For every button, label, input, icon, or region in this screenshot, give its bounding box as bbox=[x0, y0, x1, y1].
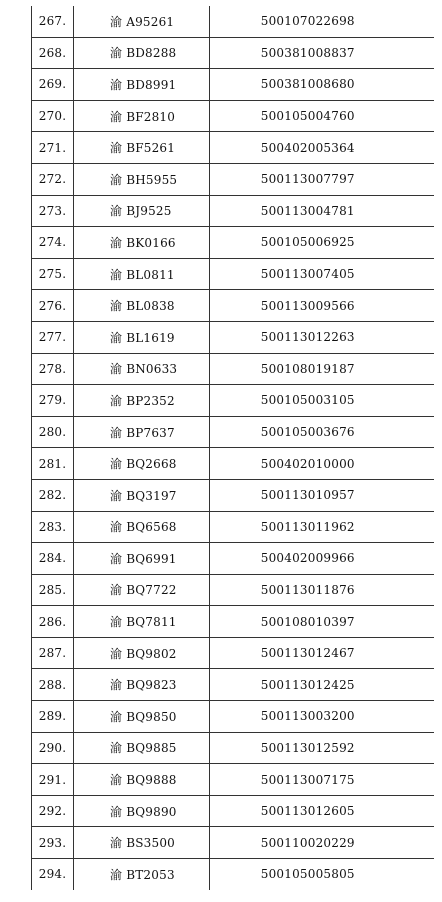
row-index: 270. bbox=[32, 100, 74, 132]
registration-code-cell bbox=[210, 195, 434, 227]
plate-number: 渝 BQ7722 bbox=[74, 574, 210, 606]
table-row bbox=[32, 321, 434, 353]
table-row bbox=[32, 448, 434, 480]
registration-code: 500402010000 bbox=[260, 456, 355, 471]
registration-code-cell bbox=[210, 606, 434, 638]
registration-code-cell bbox=[210, 416, 434, 448]
row-index: 288. bbox=[32, 669, 74, 701]
registration-code: 500113009566 bbox=[260, 298, 355, 313]
row-index: 280. bbox=[32, 416, 74, 448]
row-index: 284. bbox=[32, 543, 74, 575]
plate-number: 渝 BD8991 bbox=[74, 69, 210, 101]
registration-code: 500110020229 bbox=[260, 835, 355, 850]
registration-code-cell bbox=[210, 732, 434, 764]
table-row bbox=[32, 574, 434, 606]
registration-code-cell bbox=[210, 258, 434, 290]
plate-number: 渝 BQ9802 bbox=[74, 637, 210, 669]
plate-number: 渝 BP7637 bbox=[74, 416, 210, 448]
registration-code-cell bbox=[210, 479, 434, 511]
registration-code-cell bbox=[210, 227, 434, 259]
table-row bbox=[32, 227, 434, 259]
row-index: 282. bbox=[32, 479, 74, 511]
registration-code-cell bbox=[210, 6, 434, 37]
registration-code-cell bbox=[210, 669, 434, 701]
plate-number: 渝 BN0633 bbox=[74, 353, 210, 385]
registration-code-cell bbox=[210, 132, 434, 164]
registration-code: 500113012592 bbox=[260, 740, 355, 755]
registration-code-cell bbox=[210, 69, 434, 101]
plate-number: 渝 BH5955 bbox=[74, 163, 210, 195]
plate-number: 渝 BQ3197 bbox=[74, 479, 210, 511]
row-index: 294. bbox=[32, 859, 74, 890]
row-index: 276. bbox=[32, 290, 74, 322]
registration-code: 500113004781 bbox=[260, 203, 355, 218]
registration-code-cell bbox=[210, 321, 434, 353]
registration-code-cell bbox=[210, 353, 434, 385]
plate-number: 渝 BP2352 bbox=[74, 385, 210, 417]
row-index: 279. bbox=[32, 385, 74, 417]
registration-code: 500113012467 bbox=[260, 646, 355, 661]
registration-code: 500105005805 bbox=[260, 867, 355, 882]
registration-code: 500381008680 bbox=[260, 77, 355, 92]
registration-code: 500107022698 bbox=[260, 14, 355, 29]
registration-code-cell bbox=[210, 448, 434, 480]
registration-code: 500113012605 bbox=[260, 804, 355, 819]
registration-code-cell bbox=[210, 163, 434, 195]
registration-code-cell bbox=[210, 637, 434, 669]
registration-code-cell bbox=[210, 574, 434, 606]
row-index: 293. bbox=[32, 827, 74, 859]
table-row bbox=[32, 290, 434, 322]
plate-number: 渝 BQ2668 bbox=[74, 448, 210, 480]
table-row bbox=[32, 353, 434, 385]
table-row bbox=[32, 6, 434, 37]
registration-code-cell bbox=[210, 543, 434, 575]
plate-number: 渝 BQ9890 bbox=[74, 795, 210, 827]
table-row bbox=[32, 795, 434, 827]
table-row bbox=[32, 732, 434, 764]
plate-number: 渝 BD8288 bbox=[74, 37, 210, 69]
plate-number: 渝 BQ9885 bbox=[74, 732, 210, 764]
registration-code-cell bbox=[210, 100, 434, 132]
table-row bbox=[32, 163, 434, 195]
vehicle-plate-table-body bbox=[32, 6, 434, 890]
registration-code: 500108010397 bbox=[260, 614, 355, 629]
plate-number: 渝 BQ6991 bbox=[74, 543, 210, 575]
registration-code-cell bbox=[210, 385, 434, 417]
registration-code: 500105004760 bbox=[260, 109, 355, 124]
plate-number: 渝 BK0166 bbox=[74, 227, 210, 259]
vehicle-plate-table bbox=[31, 6, 434, 890]
plate-number: 渝 BF5261 bbox=[74, 132, 210, 164]
registration-code: 500113011962 bbox=[260, 519, 355, 534]
registration-code-cell bbox=[210, 795, 434, 827]
registration-code-cell bbox=[210, 511, 434, 543]
row-index: 277. bbox=[32, 321, 74, 353]
plate-number: 渝 BQ9888 bbox=[74, 764, 210, 796]
plate-number: 渝 BJ9525 bbox=[74, 195, 210, 227]
table-row bbox=[32, 606, 434, 638]
plate-number: 渝 BL1619 bbox=[74, 321, 210, 353]
row-index: 275. bbox=[32, 258, 74, 290]
table-row bbox=[32, 69, 434, 101]
table-row bbox=[32, 859, 434, 890]
registration-code: 500113007405 bbox=[260, 267, 355, 282]
row-index: 287. bbox=[32, 637, 74, 669]
registration-code-cell bbox=[210, 859, 434, 890]
plate-number: 渝 BQ9823 bbox=[74, 669, 210, 701]
table-row bbox=[32, 543, 434, 575]
plate-number: 渝 BL0811 bbox=[74, 258, 210, 290]
registration-code: 500105003676 bbox=[260, 425, 355, 440]
table-row bbox=[32, 479, 434, 511]
row-index: 289. bbox=[32, 701, 74, 733]
plate-number: 渝 A95261 bbox=[74, 6, 210, 37]
row-index: 271. bbox=[32, 132, 74, 164]
registration-code: 500113011876 bbox=[260, 582, 355, 597]
plate-number: 渝 BF2810 bbox=[74, 100, 210, 132]
registration-code: 500402009966 bbox=[260, 551, 355, 566]
table-row bbox=[32, 258, 434, 290]
table-row bbox=[32, 827, 434, 859]
registration-code: 500105003105 bbox=[260, 393, 355, 408]
row-index: 272. bbox=[32, 163, 74, 195]
table-row bbox=[32, 764, 434, 796]
plate-number: 渝 BS3500 bbox=[74, 827, 210, 859]
row-index: 267. bbox=[32, 6, 74, 37]
registration-code: 500105006925 bbox=[260, 235, 355, 250]
table-row bbox=[32, 669, 434, 701]
table-row bbox=[32, 385, 434, 417]
registration-code: 500113003200 bbox=[260, 709, 355, 724]
registration-code: 500113012263 bbox=[260, 330, 355, 345]
table-row bbox=[32, 100, 434, 132]
plate-number: 渝 BQ6568 bbox=[74, 511, 210, 543]
registration-code: 500113012425 bbox=[260, 677, 355, 692]
row-index: 283. bbox=[32, 511, 74, 543]
row-index: 269. bbox=[32, 69, 74, 101]
vehicle-list-sheet bbox=[31, 6, 433, 890]
row-index: 286. bbox=[32, 606, 74, 638]
table-row bbox=[32, 416, 434, 448]
row-index: 278. bbox=[32, 353, 74, 385]
table-row bbox=[32, 37, 434, 69]
registration-code: 500113007797 bbox=[260, 172, 355, 187]
table-row bbox=[32, 195, 434, 227]
row-index: 281. bbox=[32, 448, 74, 480]
registration-code: 500402005364 bbox=[260, 140, 355, 155]
registration-code: 500113010957 bbox=[260, 488, 355, 503]
row-index: 292. bbox=[32, 795, 74, 827]
registration-code-cell bbox=[210, 37, 434, 69]
row-index: 291. bbox=[32, 764, 74, 796]
plate-number: 渝 BQ7811 bbox=[74, 606, 210, 638]
row-index: 290. bbox=[32, 732, 74, 764]
registration-code-cell bbox=[210, 827, 434, 859]
table-row bbox=[32, 132, 434, 164]
row-index: 268. bbox=[32, 37, 74, 69]
table-row bbox=[32, 701, 434, 733]
table-row bbox=[32, 637, 434, 669]
registration-code-cell bbox=[210, 290, 434, 322]
registration-code: 500113007175 bbox=[260, 772, 355, 787]
plate-number: 渝 BL0838 bbox=[74, 290, 210, 322]
table-row bbox=[32, 511, 434, 543]
registration-code-cell bbox=[210, 764, 434, 796]
row-index: 285. bbox=[32, 574, 74, 606]
plate-number: 渝 BQ9850 bbox=[74, 701, 210, 733]
registration-code: 500108019187 bbox=[260, 361, 355, 376]
row-index: 274. bbox=[32, 227, 74, 259]
registration-code-cell bbox=[210, 701, 434, 733]
row-index: 273. bbox=[32, 195, 74, 227]
plate-number: 渝 BT2053 bbox=[74, 859, 210, 890]
registration-code: 500381008837 bbox=[260, 45, 355, 60]
